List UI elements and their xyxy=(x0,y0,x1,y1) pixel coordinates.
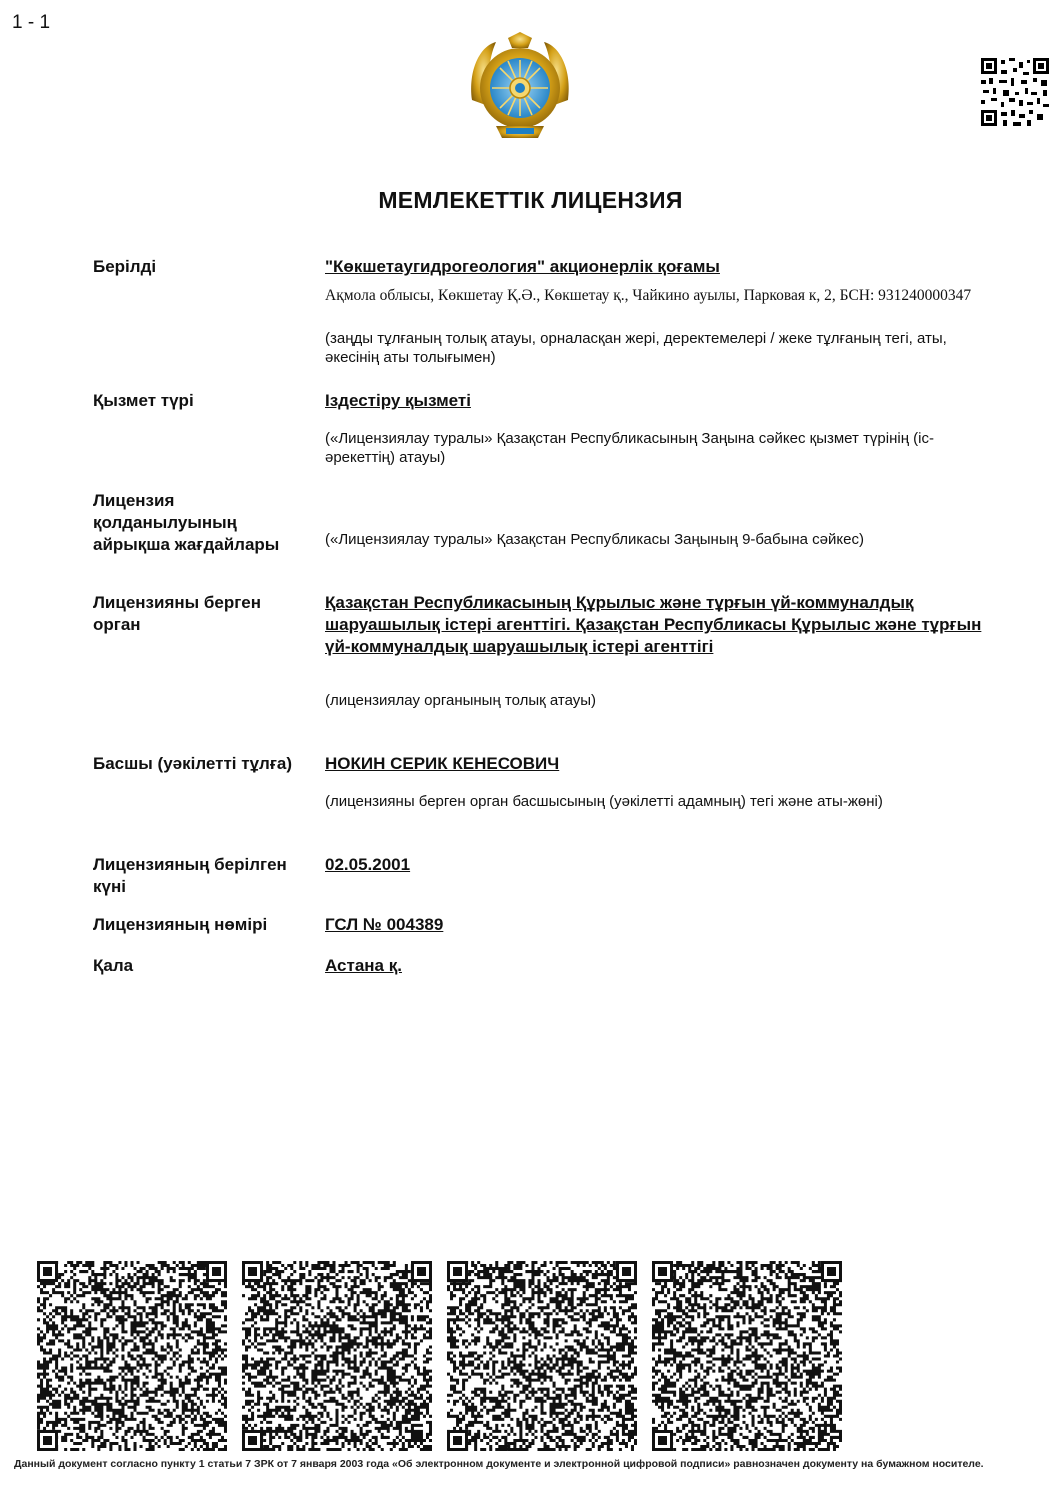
issued-to-note: (заңды тұлғаның толық атауы, орналасқан жері, деректемелері / жеке тұлғаның тегі, аты, әкесінің аты толығымен) xyxy=(325,330,947,366)
head-label: Басшы (уәкілетті тұлға) xyxy=(93,754,293,773)
conditions-note: («Лицензиялау туралы» Қазақстан Республикасы Заңының 9-бабына сәйкес) xyxy=(325,531,864,548)
signature-qr-code-icon xyxy=(242,1261,432,1451)
conditions-label: Лицензия қолданылуының айрықша жағдайлары xyxy=(93,491,280,554)
license-number-label: Лицензияның нөмірі xyxy=(93,915,268,934)
issuer-label: Лицензияны берген орган xyxy=(93,593,262,634)
issue-date-value: 02.05.2001 xyxy=(325,855,411,874)
issued-to-label: Берілді xyxy=(93,257,157,276)
signature-qr-code-icon xyxy=(37,1261,227,1451)
issue-date-label: Лицензияның берілген күні xyxy=(93,855,287,896)
activity-label: Қызмет түрі xyxy=(93,391,194,410)
footer-legal-note: Данный документ согласно пункту 1 статьи 7 ЗРК от 7 января 2003 года «Об электронном документе и электронной цифровой подписи» равнозначен документу на бумажном носителе. xyxy=(14,1458,984,1470)
qr-code-icon xyxy=(981,58,1049,126)
issued-to-address: Ақмола облысы, Көкшетау Қ.Ә., Көкшетау қ., Чайкино ауылы, Парковая к, 2, БСН: 931240000347 xyxy=(325,287,972,304)
kazakhstan-emblem-icon xyxy=(466,30,574,142)
license-number-value: ГСЛ № 004389 xyxy=(325,915,444,934)
head-note: (лицензияны берген орган басшысының (уәкілетті адамның) тегі және аты-жөні) xyxy=(325,793,883,810)
city-label: Қала xyxy=(93,956,134,975)
activity-value: Іздестіру қызметі xyxy=(325,391,471,410)
issuer-note: (лицензиялау органының толық атауы) xyxy=(325,692,597,709)
city-value: Астана қ. xyxy=(325,956,402,975)
issued-to-value: "Көкшетаугидрогеология" акционерлік қоғамы xyxy=(325,257,720,276)
signature-qr-code-icon xyxy=(652,1261,842,1451)
page-number: 1 - 1 xyxy=(12,12,51,33)
issuer-value: Қазақстан Республикасының Құрылыс және тұрғын үй-коммуналдық шаруашылық істері агенттігі. Қазақстан Республикасы Құрылыс және тұрғын үй-коммуналдық шаруашылық істері агенттігі xyxy=(325,593,982,656)
activity-note: («Лицензиялау туралы» Қазақстан Республикасының Заңына сәйкес қызмет түрінің (іс-әрекеттің) атауы) xyxy=(325,430,935,466)
document-title: МЕМЛЕКЕТТІК ЛИЦЕНЗИЯ xyxy=(378,187,683,213)
head-value: НОКИН СЕРИК КЕНЕСОВИЧ xyxy=(325,754,560,773)
signature-qr-code-icon xyxy=(447,1261,637,1451)
